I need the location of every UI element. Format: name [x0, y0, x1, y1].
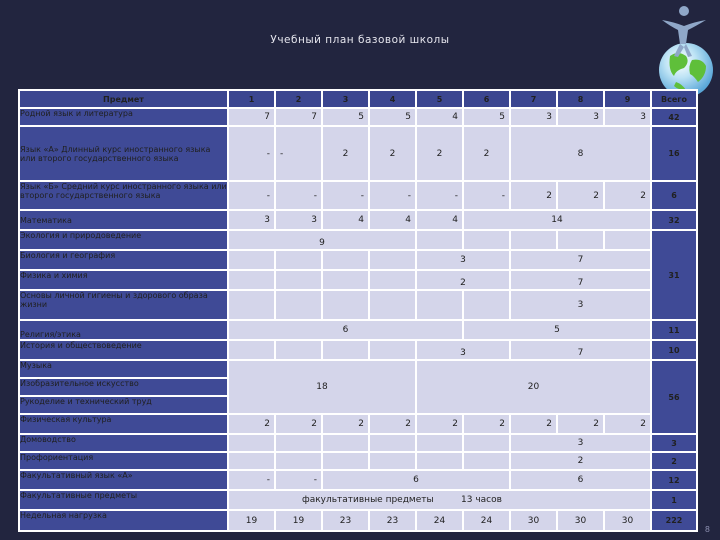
- table-row: [20, 453, 696, 469]
- hours-value: 3: [640, 112, 646, 122]
- hours-value: 2: [311, 419, 317, 429]
- hours-value: 3: [546, 112, 552, 122]
- total-cell: 31: [652, 231, 696, 319]
- hours-value: 3: [577, 438, 584, 448]
- hours-value: 5: [405, 112, 411, 122]
- hours-value: -: [360, 190, 364, 201]
- hours-value: 4: [358, 215, 364, 225]
- hours-value: 3: [311, 215, 317, 225]
- hours-value: 3: [577, 300, 584, 310]
- subject-cell: Родной язык и литература: [20, 109, 227, 125]
- table-row: [20, 435, 696, 451]
- table-row: [20, 415, 696, 433]
- optional-hours: 13 часов: [461, 495, 502, 505]
- hours-value: 7: [577, 255, 584, 265]
- subject-cell: Изобразительное искусство: [20, 379, 227, 395]
- subject-cell: Факультативные предметы: [20, 491, 227, 509]
- page-number: 8: [704, 525, 710, 534]
- hours-value: 3: [593, 112, 599, 122]
- header-row: [20, 91, 696, 107]
- table-row: [20, 291, 696, 319]
- header-grade: 1: [229, 91, 274, 107]
- hours-value: 30: [574, 515, 587, 526]
- hours-value: 30: [621, 515, 634, 526]
- subject-cell: Экология и природоведение: [20, 231, 227, 249]
- hours-value: -: [266, 190, 270, 201]
- hours-value: 20: [527, 382, 540, 392]
- header-grade: 7: [511, 91, 556, 107]
- table-row: [20, 471, 696, 489]
- hours-value: 2: [593, 190, 599, 201]
- hours-value: 2: [436, 148, 443, 159]
- subject-cell: Религия/этика: [20, 321, 227, 339]
- hours-value: 2: [593, 419, 599, 429]
- hours-value: 2: [264, 419, 270, 429]
- hours-value: 14: [551, 215, 563, 225]
- subject-cell: Недельная нагрузка: [20, 511, 227, 530]
- total-cell: 10: [652, 341, 696, 359]
- total-cell: 11: [652, 321, 696, 339]
- table-row: [20, 271, 696, 289]
- subject-cell: Физическая культура: [20, 415, 227, 433]
- hours-value: 19: [245, 515, 258, 526]
- total-cell: 56: [652, 361, 696, 433]
- hours-value: 2: [358, 419, 364, 429]
- header-grade: 3: [323, 91, 368, 107]
- hours-value: 7: [264, 112, 270, 122]
- hours-value: -: [266, 148, 270, 159]
- hours-value: 6: [413, 475, 419, 485]
- total-cell: 222: [652, 511, 696, 530]
- curriculum-table: [18, 89, 698, 532]
- hours-value: 18: [316, 382, 328, 392]
- hours-value: -: [454, 190, 458, 201]
- hours-value: 5: [499, 112, 505, 122]
- hours-value: 23: [386, 515, 399, 526]
- subject-cell: Рукоделие и технический труд: [20, 397, 227, 413]
- total-cell: 12: [652, 471, 696, 489]
- hours-value: -: [407, 190, 411, 201]
- hours-value: 4: [452, 215, 458, 225]
- hours-value: 23: [339, 515, 352, 526]
- subject-cell: Язык «Б» Средний курс иностранного языка или второго государственного языка: [20, 182, 227, 209]
- hours-value: 2: [389, 148, 396, 159]
- hours-value: 6: [577, 475, 584, 485]
- hours-value: 6: [342, 325, 349, 335]
- hours-value: 3: [460, 255, 466, 265]
- hours-value: 9: [319, 238, 325, 248]
- hours-value: 8: [577, 148, 584, 159]
- table-row: [20, 511, 696, 530]
- subject-cell: История и обществоведение: [20, 341, 227, 359]
- total-cell: 6: [652, 182, 696, 209]
- hours-value: 2: [405, 419, 411, 429]
- hours-value: 2: [546, 419, 552, 429]
- total-cell: 2: [652, 453, 696, 469]
- header-grade: 4: [370, 91, 415, 107]
- hours-value: -: [313, 475, 317, 485]
- total-cell: 42: [652, 109, 696, 125]
- subject-cell: Факультативный язык «А»: [20, 471, 227, 489]
- subject-cell: Биология и география: [20, 251, 227, 269]
- hours-value: 2: [483, 148, 490, 159]
- table-row: [20, 109, 696, 125]
- hours-value: -: [266, 475, 270, 485]
- hours-value: 19: [292, 515, 305, 526]
- optional-note: факультативные предметы: [302, 495, 434, 505]
- hours-value: -: [501, 190, 505, 201]
- header-grade: 5: [417, 91, 462, 107]
- hours-value: 24: [480, 515, 493, 526]
- total-cell: 3: [652, 435, 696, 451]
- header-total: Всего: [652, 91, 696, 107]
- table-row: [20, 361, 696, 377]
- header-subject: Предмет: [20, 91, 227, 107]
- hours-value: 3: [264, 215, 270, 225]
- hours-value: -: [313, 190, 317, 201]
- table-row: [20, 231, 696, 249]
- hours-value: 5: [358, 112, 364, 122]
- hours-value: 4: [405, 215, 411, 225]
- hours-value: 4: [452, 112, 458, 122]
- subject-cell: Основы личной гигиены и здорового образа жизни: [20, 291, 227, 319]
- table-row: [20, 127, 696, 180]
- hours-value: 24: [433, 515, 446, 526]
- hours-value: 2: [460, 278, 466, 288]
- total-cell: 32: [652, 211, 696, 229]
- hours-value: 2: [546, 190, 552, 201]
- hours-value: -: [280, 148, 284, 159]
- table-row: [20, 341, 696, 359]
- hours-value: 2: [640, 190, 646, 201]
- subject-cell: Физика и химия: [20, 271, 227, 289]
- table-row: [20, 182, 696, 209]
- subject-cell: Математика: [20, 211, 227, 229]
- globe-person-logo: [654, 2, 718, 98]
- header-grade: 9: [605, 91, 650, 107]
- subject-cell: Домоводство: [20, 435, 227, 451]
- hours-value: 30: [527, 515, 540, 526]
- subject-cell: Музыка: [20, 361, 227, 377]
- subject-cell: Язык «А» Длинный курс иностранного языка или второго государственного языка: [20, 127, 227, 180]
- table-row: [20, 321, 696, 339]
- total-cell: 16: [652, 127, 696, 180]
- hours-value: 3: [460, 348, 466, 358]
- subject-cell: Профориентация: [20, 453, 227, 469]
- hours-value: 7: [311, 112, 317, 122]
- hours-value: 5: [554, 325, 560, 335]
- hours-value: 2: [342, 148, 349, 159]
- header-grade: 8: [558, 91, 603, 107]
- hours-value: 2: [577, 456, 584, 466]
- hours-value: 2: [640, 419, 646, 429]
- page-title: Учебный план базовой школы: [270, 34, 450, 46]
- hours-value: 7: [577, 348, 584, 358]
- header-grade: 2: [276, 91, 321, 107]
- header-grade: 6: [464, 91, 509, 107]
- table-row: [20, 211, 696, 229]
- hours-value: 7: [577, 278, 584, 288]
- hours-value: 2: [499, 419, 505, 429]
- total-cell: 1: [652, 491, 696, 509]
- table-row: [20, 251, 696, 269]
- table-row: [20, 491, 696, 509]
- hours-value: 2: [452, 419, 458, 429]
